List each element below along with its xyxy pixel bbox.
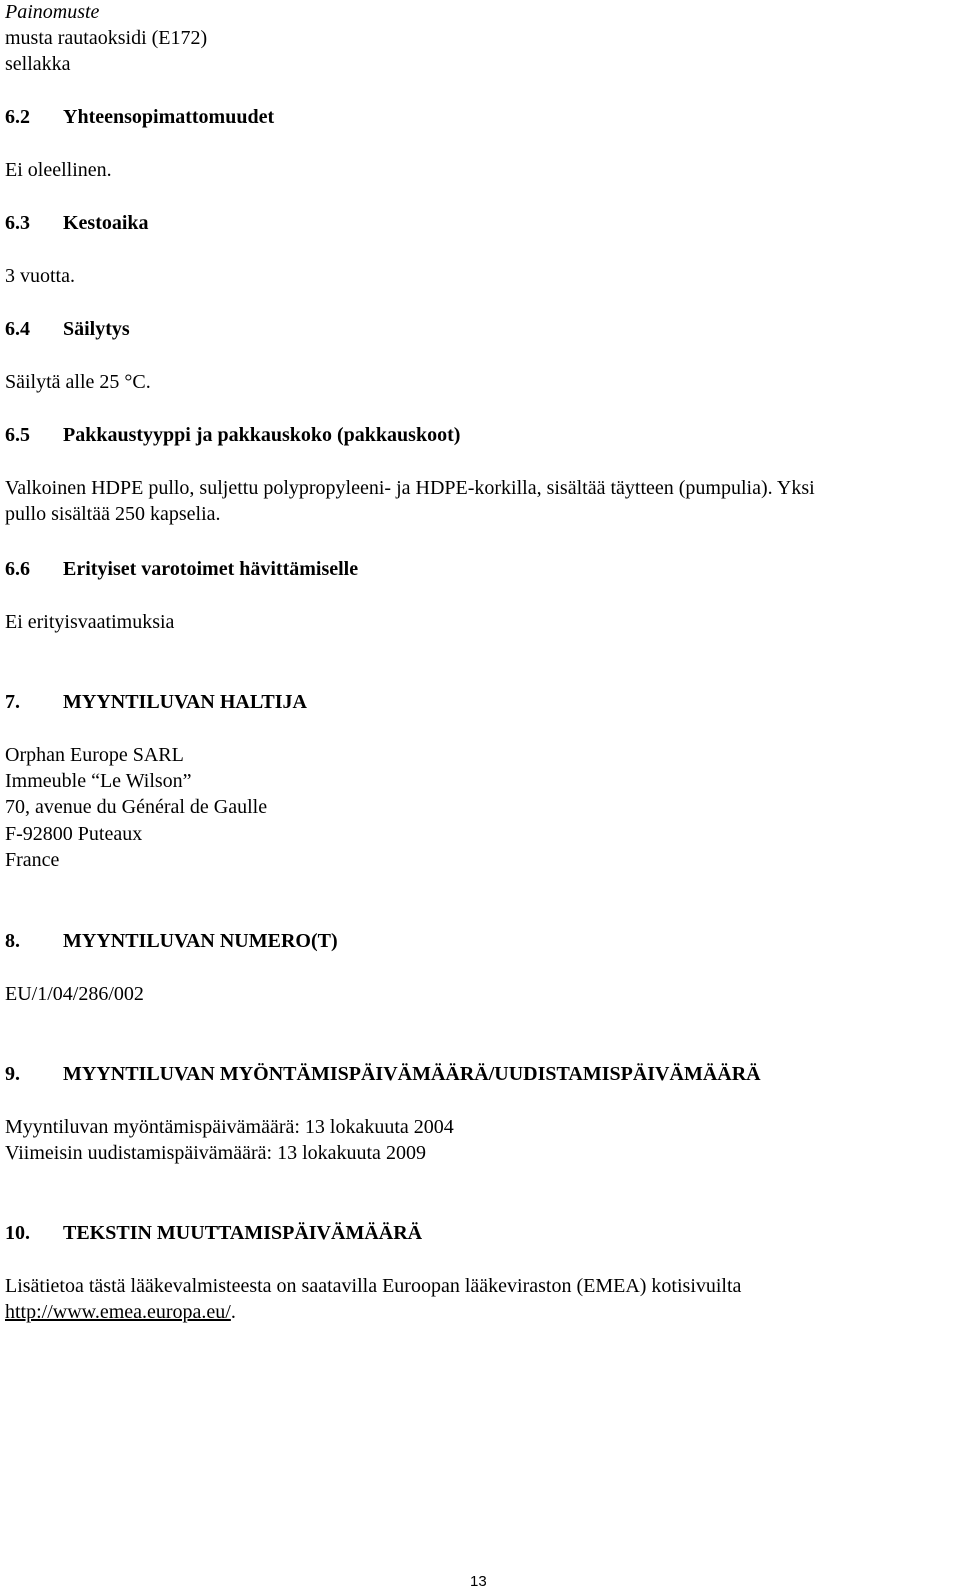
section-9-heading [5, 1062, 761, 1086]
section-6-6-heading [5, 557, 358, 581]
section-6-2-text: Ei oleellinen. [5, 159, 112, 181]
section-number: 8. [5, 930, 20, 952]
section-8-heading [5, 929, 338, 953]
section-10-text: Lisätietoa tästä lääkevalmisteesta on saatavilla Euroopan lääkeviraston (EMEA) kotisivuilta [5, 1275, 742, 1297]
section-title: Pakkaustyyppi ja pakkauskoko (pakkauskoot) [63, 424, 461, 446]
section-6-2-heading [5, 105, 274, 129]
holder-address-line: 70, avenue du Général de Gaulle [5, 796, 268, 818]
section-6-5-text: Valkoinen HDPE pullo, suljettu polypropyleeni- ja HDPE-korkilla, sisältää täytteen (pumpulia). Yksi [5, 477, 815, 499]
section-6-5-heading [5, 423, 460, 447]
section-number: 6.3 [5, 212, 30, 234]
page-number: 13 [470, 1573, 487, 1590]
section-title: Säilytys [63, 318, 130, 340]
section-10-heading [5, 1221, 422, 1245]
section-6-4-heading [5, 317, 130, 341]
holder-address-line: F-92800 Puteaux [5, 823, 143, 845]
holder-address-line: Orphan Europe SARL [5, 744, 184, 766]
section-number: 6.6 [5, 558, 30, 580]
section-number: 7. [5, 691, 20, 713]
composition-title: Painomuste [5, 1, 100, 23]
emea-link[interactable]: http://www.emea.europa.eu/ [5, 1301, 231, 1323]
section-title: MYYNTILUVAN HALTIJA [63, 691, 307, 713]
section-number: 6.5 [5, 424, 30, 446]
section-title: TEKSTIN MUUTTAMISPÄIVÄMÄÄRÄ [63, 1222, 423, 1244]
section-title: Kestoaika [63, 212, 149, 234]
section-title: Yhteensopimattomuudet [63, 106, 275, 128]
section-number: 6.4 [5, 318, 30, 340]
section-6-3-text: 3 vuotta. [5, 265, 75, 287]
holder-address-line: Immeuble “Le Wilson” [5, 770, 192, 792]
section-title: MYYNTILUVAN MYÖNTÄMISPÄIVÄMÄÄRÄ/UUDISTAMISPÄIVÄMÄÄRÄ [63, 1063, 761, 1085]
section-10-link-line [5, 1300, 236, 1324]
section-number: 10. [5, 1222, 30, 1244]
section-title: MYYNTILUVAN NUMERO(T) [63, 930, 338, 952]
section-number: 9. [5, 1063, 20, 1085]
section-6-4-text: Säilytä alle 25 °C. [5, 371, 151, 393]
section-title: Erityiset varotoimet hävittämiselle [63, 558, 359, 580]
link-suffix: . [230, 1301, 236, 1323]
section-6-6-text: Ei erityisvaatimuksia [5, 611, 175, 633]
section-6-3-heading [5, 211, 149, 235]
composition-item: sellakka [5, 53, 71, 75]
holder-address-line: France [5, 849, 60, 871]
section-7-heading [5, 690, 307, 714]
section-number: 6.2 [5, 106, 30, 128]
composition-item: musta rautaoksidi (E172) [5, 27, 208, 49]
section-9-text: Myyntiluvan myöntämispäivämäärä: 13 lokakuuta 2004 [5, 1116, 454, 1138]
section-6-5-text: pullo sisältää 250 kapselia. [5, 503, 221, 525]
section-9-text: Viimeisin uudistamispäivämäärä: 13 lokakuuta 2009 [5, 1142, 426, 1164]
section-8-text: EU/1/04/286/002 [5, 983, 144, 1005]
